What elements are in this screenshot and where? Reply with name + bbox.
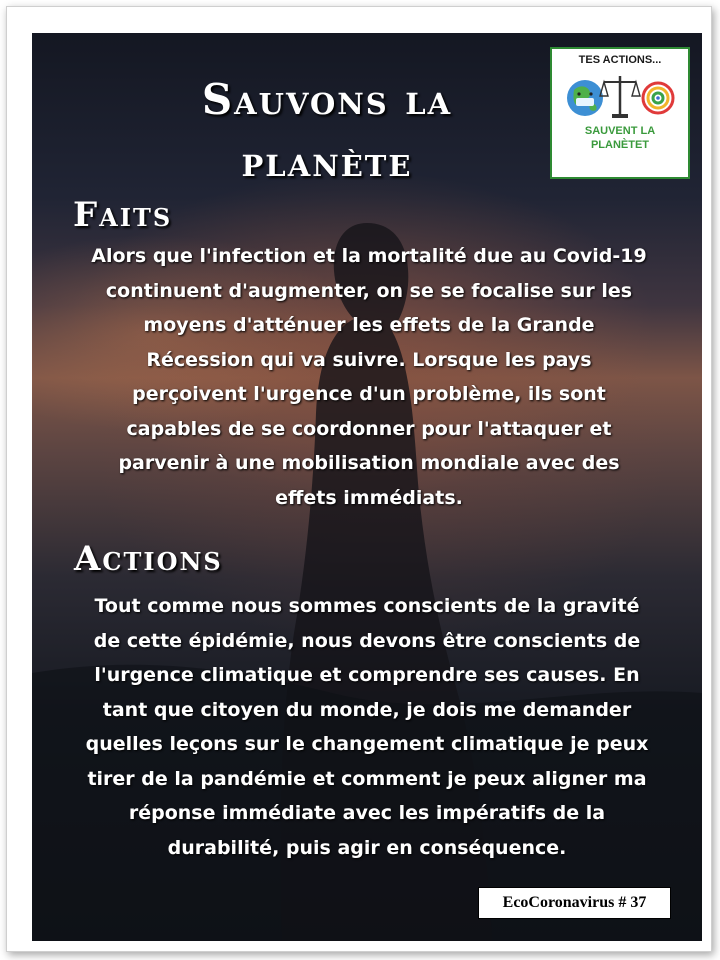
actions-line: quelles leçons sur le changement climatique je peux bbox=[85, 733, 649, 755]
facts-line: moyens d'atténuer les effets de la Grande bbox=[143, 314, 595, 336]
facts-line: Récession qui va suivre. Lorsque les pays bbox=[146, 348, 592, 371]
logo-bottom-line-1: SAUVENT LA bbox=[584, 125, 656, 137]
actions-paragraph bbox=[34, 589, 700, 865]
facts-line: perçoivent l'urgence d'un problème, ils sont bbox=[132, 383, 606, 405]
actions-line: Tout comme nous sommes conscients de la gravité bbox=[94, 595, 640, 617]
facts-heading: Faits bbox=[73, 195, 173, 235]
facts-paragraph bbox=[44, 239, 694, 515]
logo-top-text: TES ACTIONS... bbox=[578, 54, 662, 66]
actions-line: réponse immédiate avec les impératifs de la bbox=[128, 802, 606, 824]
poster-title bbox=[152, 69, 502, 193]
series-tag: EcoCoronavirus # 37 bbox=[478, 887, 671, 919]
facts-line: parvenir à une mobilisation mondiale avec des bbox=[118, 452, 620, 474]
logo-bottom-line-2: PLANÈTET bbox=[590, 139, 650, 151]
facts-line: continuent d'augmenter, on se se focalise sur les bbox=[105, 279, 633, 302]
title-line-2: planète bbox=[241, 137, 413, 186]
actions-line: tirer de la pandémie et comment je peux aligner ma bbox=[87, 767, 647, 790]
actions-line: tant que citoyen du monde, je dois me demander bbox=[102, 698, 632, 721]
facts-line: capables de se coordonner pour l'attaquer et bbox=[126, 417, 612, 440]
picture-frame bbox=[6, 6, 712, 952]
actions-line: l'urgence climatique et comprendre ses causes. En bbox=[94, 664, 640, 686]
campaign-logo bbox=[550, 47, 690, 179]
facts-line: Alors que l'infection et la mortalité due au Covid-19 bbox=[91, 245, 647, 267]
title-line-1: Sauvons la bbox=[201, 75, 453, 124]
actions-line: de cette épidémie, nous devons être conscients de bbox=[93, 629, 641, 652]
poster bbox=[32, 33, 702, 941]
actions-line: durabilité, puis agir en conséquence. bbox=[167, 836, 567, 859]
actions-heading: Actions bbox=[74, 539, 223, 579]
facts-line: effets immédiats. bbox=[275, 486, 463, 509]
earth-and-scales-icon bbox=[560, 68, 680, 124]
